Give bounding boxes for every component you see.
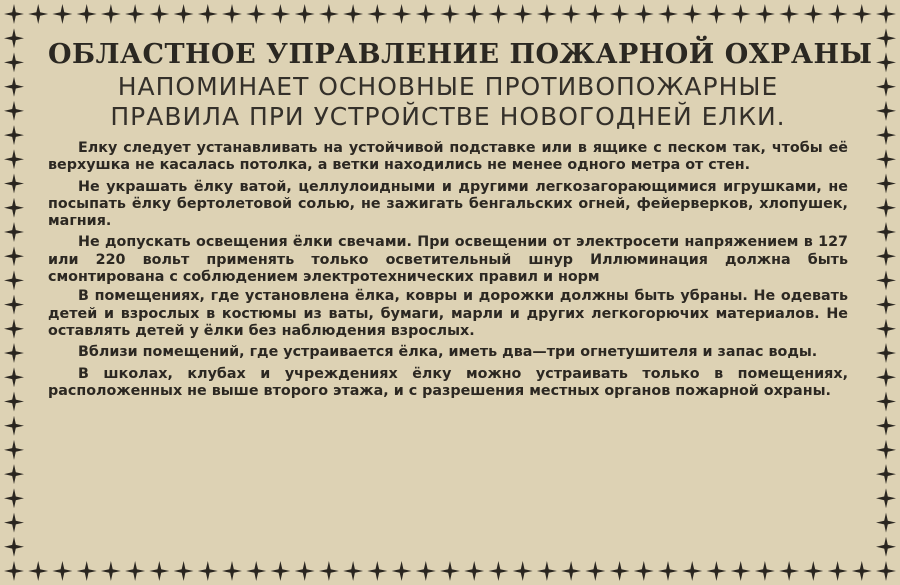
border-star-icon (4, 440, 24, 460)
border-star-icon (876, 295, 896, 315)
border-star-icon (198, 4, 218, 24)
border-star-icon (803, 4, 823, 24)
border-star-icon (4, 4, 24, 24)
border-star-icon (537, 4, 557, 24)
border-star-icon (876, 125, 896, 145)
border-star-icon (876, 537, 896, 557)
border-star-icon (28, 561, 48, 581)
border-star-icon (125, 4, 145, 24)
border-star-icon (4, 101, 24, 121)
border-star-icon (4, 488, 24, 508)
border-star-icon (706, 4, 726, 24)
border-star-icon (174, 561, 194, 581)
border-star-icon (682, 4, 702, 24)
border-star-icon (4, 28, 24, 48)
border-star-icon (4, 198, 24, 218)
border-star-icon (270, 4, 290, 24)
border-star-icon (658, 561, 678, 581)
border-star-icon (537, 561, 557, 581)
border-star-icon (149, 4, 169, 24)
border-star-icon (4, 464, 24, 484)
border-star-icon (610, 4, 630, 24)
border-star-icon (149, 561, 169, 581)
border-star-icon (876, 416, 896, 436)
border-star-icon (585, 561, 605, 581)
border-star-icon (319, 561, 339, 581)
border-star-icon (634, 561, 654, 581)
border-star-icon (876, 4, 896, 24)
border-star-icon (731, 4, 751, 24)
border-star-icon (4, 77, 24, 97)
border-star-icon (876, 28, 896, 48)
notice-subtitle-line-2: ПРАВИЛА ПРИ УСТРОЙСТВЕ НОВОГОДНЕЙ ЕЛКИ. (110, 102, 786, 131)
border-star-icon (246, 4, 266, 24)
border-star-icon (4, 174, 24, 194)
border-star-icon (4, 52, 24, 72)
border-star-icon (28, 4, 48, 24)
border-star-icon (852, 561, 872, 581)
border-star-icon (610, 561, 630, 581)
border-star-icon (77, 561, 97, 581)
border-star-icon (755, 4, 775, 24)
rule-paragraph: Елку следует устанавливать на устойчивой подставке или в ящике с песком так, чтобы её верхушка не касалась потолка, а ветки находились не менее одного метра от стен. (48, 140, 848, 174)
border-star-icon (876, 174, 896, 194)
border-star-icon (440, 4, 460, 24)
border-star-icon (513, 561, 533, 581)
border-star-icon (876, 222, 896, 242)
border-star-icon (828, 561, 848, 581)
border-star-icon (4, 513, 24, 533)
border-star-icon (77, 4, 97, 24)
border-star-icon (222, 561, 242, 581)
border-star-icon (125, 561, 145, 581)
border-star-icon (876, 101, 896, 121)
border-star-icon (174, 4, 194, 24)
border-star-icon (440, 561, 460, 581)
border-star-icon (416, 4, 436, 24)
border-star-icon (222, 4, 242, 24)
border-star-icon (392, 561, 412, 581)
border-star-icon (779, 561, 799, 581)
border-star-icon (101, 4, 121, 24)
border-star-icon (4, 319, 24, 339)
border-star-icon (488, 561, 508, 581)
border-star-icon (876, 246, 896, 266)
border-star-icon (4, 343, 24, 363)
border-star-icon (876, 513, 896, 533)
border-star-icon (852, 4, 872, 24)
border-star-icon (319, 4, 339, 24)
border-star-icon (52, 561, 72, 581)
border-star-icon (876, 440, 896, 460)
border-star-icon (803, 561, 823, 581)
rule-paragraph: Не допускать освещения ёлки свечами. При освещении от электросети напряжением в 127 или 220 вольт применять только осветительный шнур Иллюминация должна быть смонтирована с соблюдением электротехнических правил и норм (48, 234, 848, 286)
rule-paragraph: Не украшать ёлку ватой, целлулоидными и другими легкозагорающимися игрушками, не посыпать ёлку бертолетовой солью, не зажигать бенгальских огней, фейерверков, хлопушек, магния. (48, 178, 848, 230)
border-star-icon (392, 4, 412, 24)
notice-title: ОБЛАСТНОЕ УПРАВЛЕНИЕ ПОЖАРНОЙ ОХРАНЫ (48, 39, 873, 70)
border-star-icon (52, 4, 72, 24)
border-star-icon (682, 561, 702, 581)
border-star-icon (876, 561, 896, 581)
border-star-icon (561, 561, 581, 581)
border-star-icon (416, 561, 436, 581)
border-star-icon (4, 222, 24, 242)
border-star-icon (4, 392, 24, 412)
border-star-icon (731, 561, 751, 581)
border-star-icon (295, 4, 315, 24)
border-star-icon (367, 4, 387, 24)
border-star-icon (755, 561, 775, 581)
border-star-icon (101, 561, 121, 581)
border-star-icon (876, 52, 896, 72)
border-star-icon (876, 270, 896, 290)
border-star-icon (876, 149, 896, 169)
border-star-icon (270, 561, 290, 581)
rule-paragraph: В школах, клубах и учреждениях ёлку можно устраивать только в помещениях, расположенных не выше второго этажа, и с разрешения местных органов пожарной охраны. (48, 365, 848, 399)
border-star-icon (343, 561, 363, 581)
border-star-icon (828, 4, 848, 24)
border-star-icon (464, 4, 484, 24)
border-star-icon (4, 416, 24, 436)
notice-subtitle-line-1: НАПОМИНАЕТ ОСНОВНЫЕ ПРОТИВОПОЖАРНЫЕ (117, 72, 779, 101)
border-star-icon (658, 4, 678, 24)
rules-list (48, 140, 848, 400)
border-star-icon (706, 561, 726, 581)
border-star-icon (246, 561, 266, 581)
rule-paragraph: Вблизи помещений, где устраивается ёлка, иметь два—три огнетушителя и запас воды. (78, 344, 818, 361)
notice-header (48, 38, 873, 132)
border-star-icon (295, 561, 315, 581)
border-star-icon (513, 4, 533, 24)
border-star-icon (198, 561, 218, 581)
border-star-icon (4, 125, 24, 145)
border-star-icon (4, 295, 24, 315)
border-star-icon (4, 537, 24, 557)
border-star-icon (4, 367, 24, 387)
border-star-icon (876, 343, 896, 363)
border-star-icon (4, 246, 24, 266)
border-star-icon (876, 77, 896, 97)
border-star-icon (876, 198, 896, 218)
rule-paragraph: В помещениях, где установлена ёлка, ковры и дорожки должны быть убраны. Не одевать детей и взрослых в костюмы из ваты, бумаги, марли и других легкогорючих материалов. Не оставлять детей у ёлки без наблюдения взрослых. (48, 288, 848, 339)
border-star-icon (4, 270, 24, 290)
border-star-icon (634, 4, 654, 24)
border-star-icon (561, 4, 581, 24)
border-star-icon (464, 561, 484, 581)
border-star-icon (4, 561, 24, 581)
border-star-icon (876, 488, 896, 508)
notice-content (48, 38, 873, 548)
border-star-icon (779, 4, 799, 24)
border-star-icon (876, 464, 896, 484)
border-star-icon (343, 4, 363, 24)
border-star-icon (367, 561, 387, 581)
border-star-icon (876, 392, 896, 412)
border-star-icon (488, 4, 508, 24)
border-star-icon (876, 319, 896, 339)
border-star-icon (585, 4, 605, 24)
border-star-icon (4, 149, 24, 169)
border-star-icon (876, 367, 896, 387)
